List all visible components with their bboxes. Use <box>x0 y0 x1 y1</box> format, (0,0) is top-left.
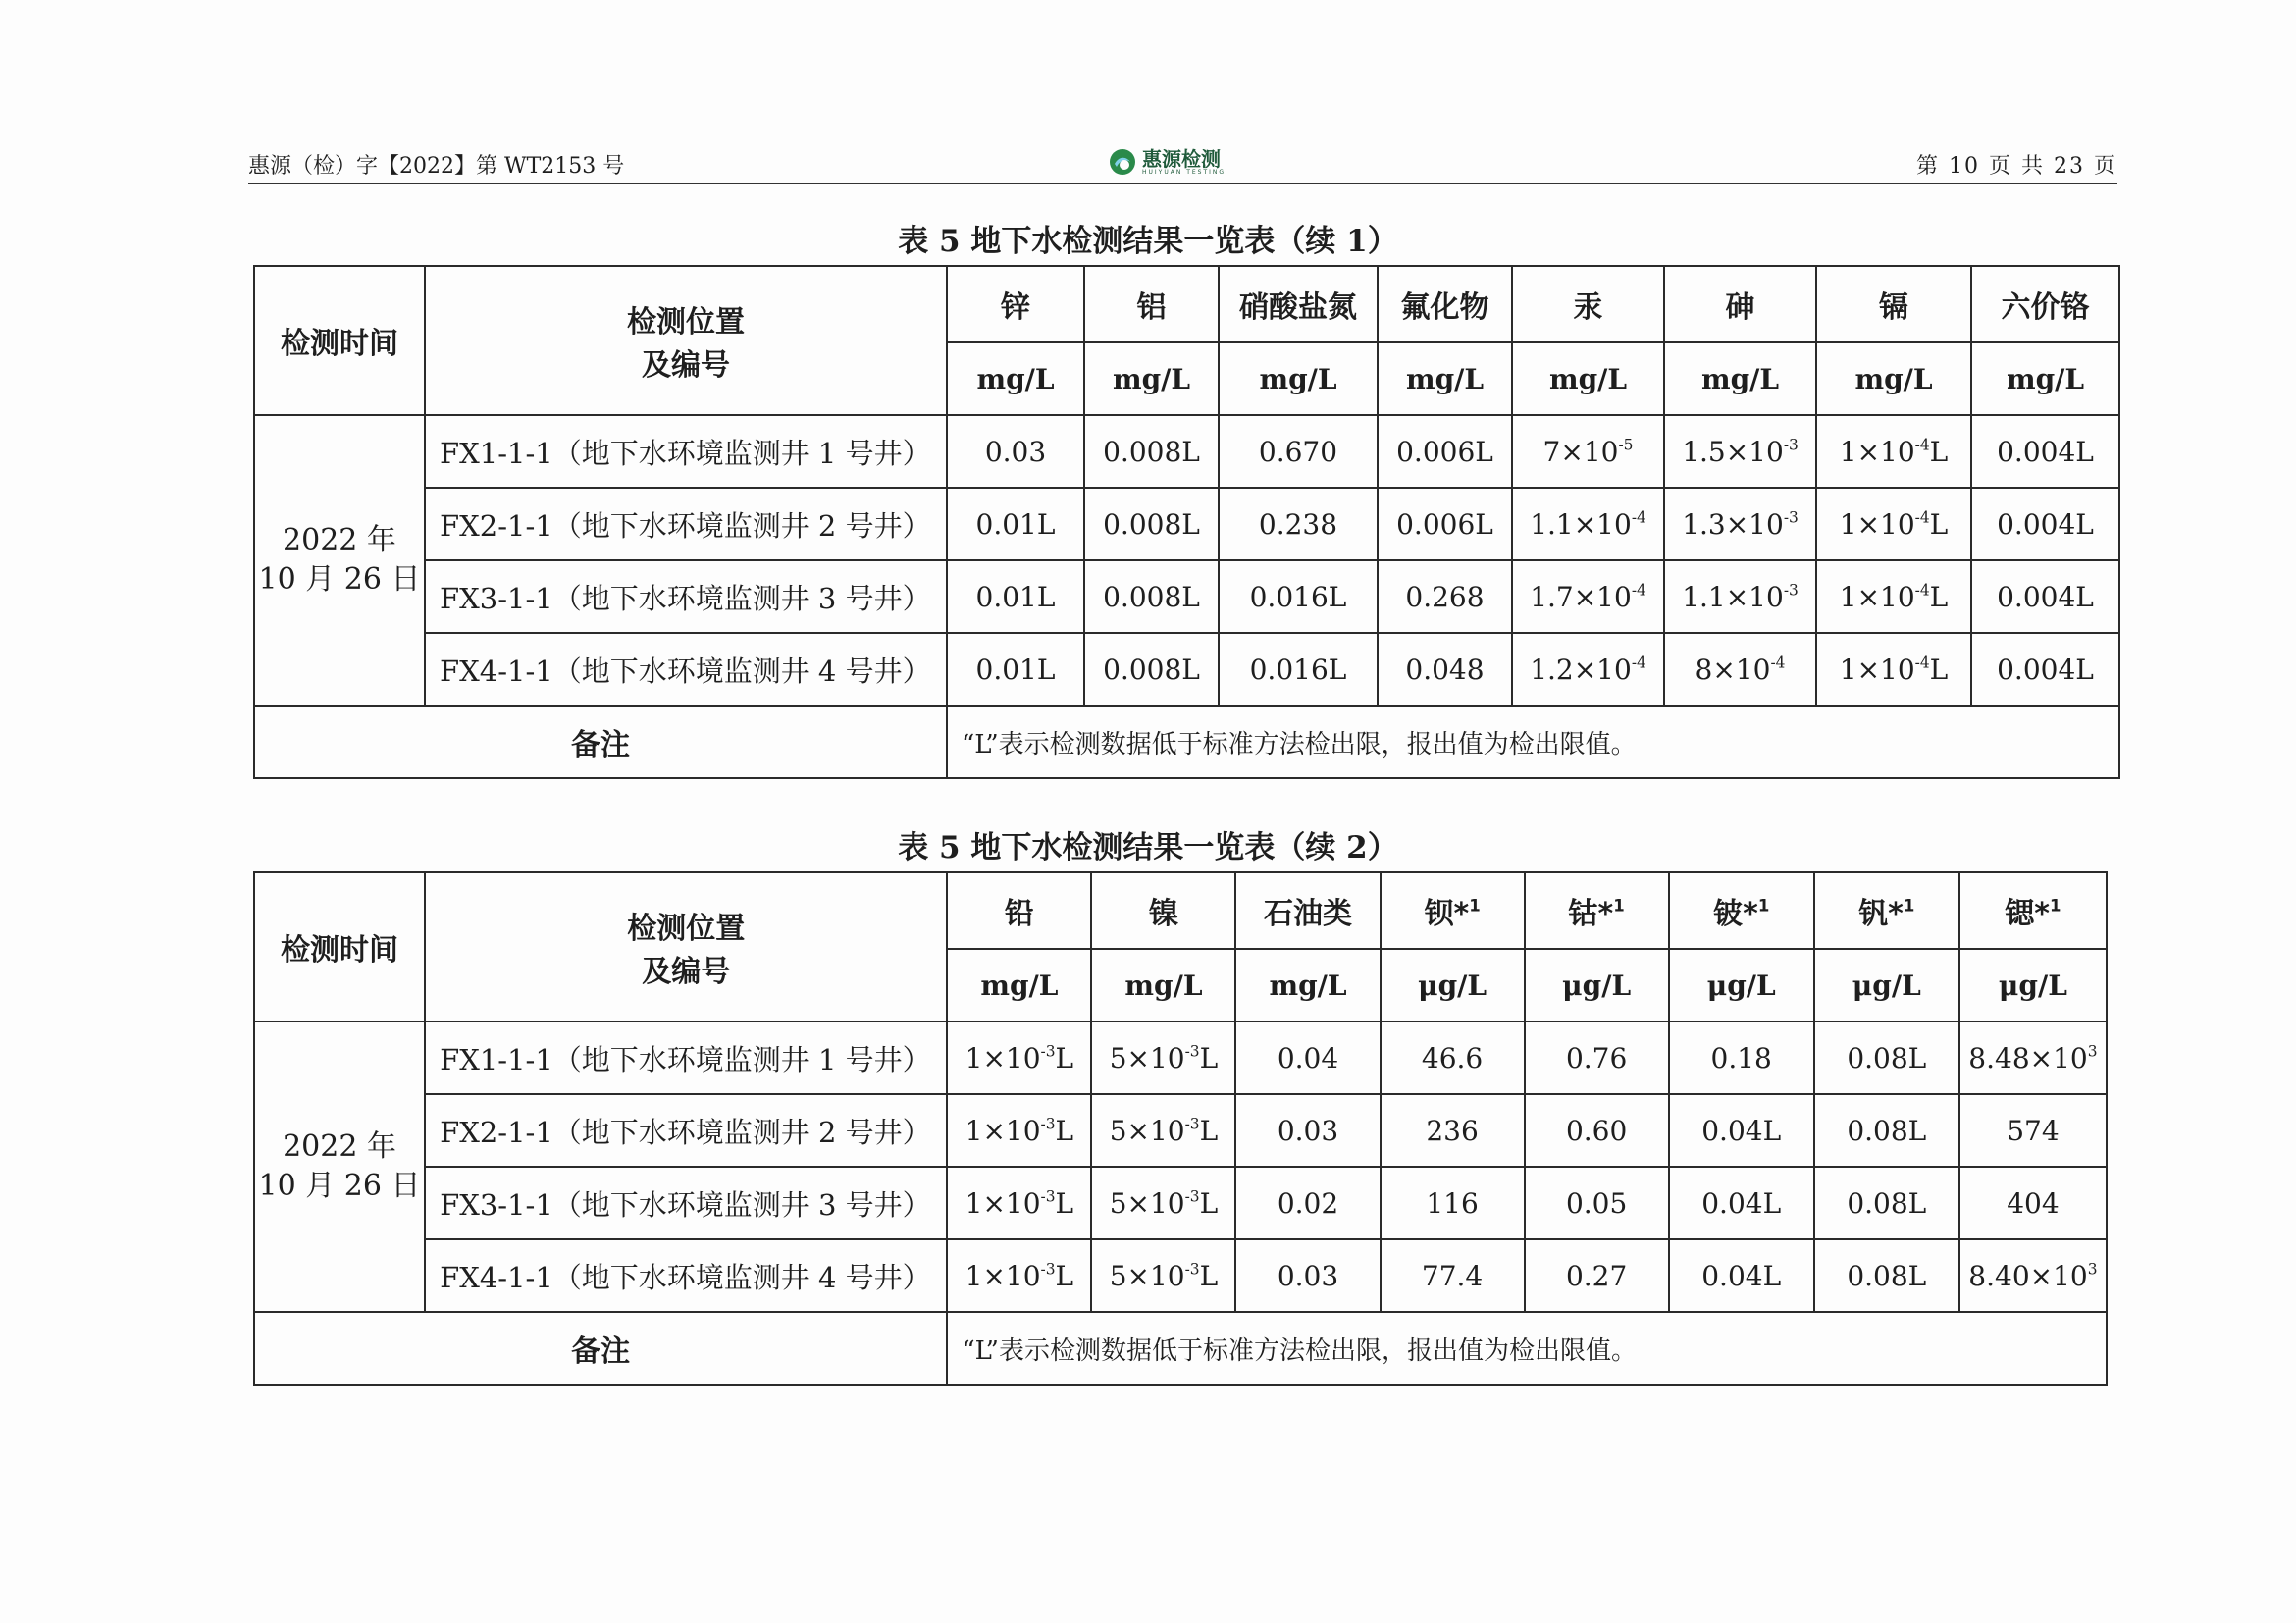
unit-cell: μg/L <box>1814 949 1959 1021</box>
location-cell: FX1-1-1（地下水环境监测井 1 号井） <box>425 415 947 488</box>
param-header: 钒*$^1$ <box>1814 872 1959 949</box>
value-cell: 0.008L <box>1084 488 1219 560</box>
unit-cell: μg/L <box>1959 949 2107 1021</box>
remark-row <box>254 1312 2107 1385</box>
location-cell: FX2-1-1（地下水环境监测井 2 号井） <box>425 488 947 560</box>
date-year: 2022 年 <box>283 523 396 557</box>
unit-cell: μg/L <box>1525 949 1669 1021</box>
date-cell <box>254 415 425 706</box>
value-cell: 0.01L <box>947 488 1084 560</box>
value-cell: $1.1\times 10^{-3}$ <box>1664 560 1816 633</box>
value-cell: 0.01L <box>947 633 1084 706</box>
location-cell: FX4-1-1（地下水环境监测井 4 号井） <box>425 1239 947 1312</box>
value-cell: $1\times 10^{-3}L$ <box>947 1094 1091 1167</box>
unit-cell: mg/L <box>947 342 1084 415</box>
value-cell: 0.02 <box>1235 1167 1380 1239</box>
table-title: 表 5 地下水检测结果一览表（续 2） <box>898 830 1398 865</box>
col-header-time: 检测时间 <box>254 872 425 1021</box>
remark-text: “L”表示检测数据低于标准方法检出限，报出值为检出限值。 <box>947 1312 2107 1385</box>
value-cell: 0.006L <box>1378 488 1512 560</box>
value-cell: 0.03 <box>947 415 1084 488</box>
location-cell: FX3-1-1（地下水环境监测井 3 号井） <box>425 560 947 633</box>
value-cell: $1\times 10^{-4}L$ <box>1816 560 1971 633</box>
table-row <box>254 1239 2107 1312</box>
value-cell: 236 <box>1381 1094 1525 1167</box>
param-header: 镍 <box>1091 872 1235 949</box>
value-cell: $8\times 10^{-4}$ <box>1664 633 1816 706</box>
value-cell: 0.05 <box>1525 1167 1669 1239</box>
value-cell: 0.60 <box>1525 1094 1669 1167</box>
value-cell: 0.08L <box>1814 1167 1959 1239</box>
unit-cell: μg/L <box>1669 949 1814 1021</box>
value-cell: 0.008L <box>1084 633 1219 706</box>
unit-cell: mg/L <box>1664 342 1816 415</box>
value-cell: $1\times 10^{-4}L$ <box>1816 633 1971 706</box>
value-cell: $7\times 10^{-5}$ <box>1512 415 1664 488</box>
col-header-location-line1: 检测位置 <box>627 305 745 340</box>
unit-cell: mg/L <box>1512 342 1664 415</box>
value-cell: 404 <box>1959 1167 2107 1239</box>
value-cell: 0.08L <box>1814 1239 1959 1312</box>
col-header-location-line1: 检测位置 <box>627 912 746 946</box>
table-row <box>254 633 2119 706</box>
value-cell: 0.03 <box>1235 1094 1380 1167</box>
page-header <box>248 141 2117 184</box>
value-cell: $5\times 10^{-3}L$ <box>1091 1021 1235 1094</box>
param-header: 锶*$^1$ <box>1959 872 2107 949</box>
param-header: 钡*$^1$ <box>1381 872 1525 949</box>
col-header-location <box>425 872 947 1021</box>
date-cell <box>254 1021 425 1312</box>
value-cell: $1\times 10^{-4}L$ <box>1816 488 1971 560</box>
page-number: 第 10 页 共 23 页 <box>1916 154 2117 179</box>
unit-cell: mg/L <box>1235 949 1380 1021</box>
remark-label: 备注 <box>254 706 947 778</box>
date-day: 10 月 26 日 <box>258 562 421 597</box>
remark-text: “L”表示检测数据低于标准方法检出限，报出值为检出限值。 <box>947 706 2119 778</box>
value-cell: 0.004L <box>1971 560 2119 633</box>
table-row <box>254 415 2119 488</box>
value-cell: 0.04 <box>1235 1021 1380 1094</box>
date-day: 10 月 26 日 <box>258 1169 421 1203</box>
value-cell: $5\times 10^{-3}L$ <box>1091 1167 1235 1239</box>
value-cell: $8.40\times 10^3$ <box>1959 1239 2107 1312</box>
document-number: 惠源（检）字【2022】第 WT2153 号 <box>248 154 625 179</box>
param-header: 石油类 <box>1235 872 1380 949</box>
value-cell: 0.01L <box>947 560 1084 633</box>
value-cell: 0.004L <box>1971 415 2119 488</box>
value-cell: 0.008L <box>1084 560 1219 633</box>
value-cell: 77.4 <box>1381 1239 1525 1312</box>
value-cell: 116 <box>1381 1167 1525 1239</box>
value-cell: 0.04L <box>1669 1239 1814 1312</box>
param-header: 铝 <box>1084 266 1219 342</box>
param-header: 氟化物 <box>1378 266 1512 342</box>
value-cell: $1.2\times 10^{-4}$ <box>1512 633 1664 706</box>
unit-cell: mg/L <box>947 949 1091 1021</box>
value-cell: 0.268 <box>1378 560 1512 633</box>
value-cell: 0.08L <box>1814 1021 1959 1094</box>
value-cell: 0.03 <box>1235 1239 1380 1312</box>
unit-cell: mg/L <box>1971 342 2119 415</box>
value-cell: 0.04L <box>1669 1167 1814 1239</box>
location-cell: FX3-1-1（地下水环境监测井 3 号井） <box>425 1167 947 1239</box>
value-cell: $1.1\times 10^{-4}$ <box>1512 488 1664 560</box>
value-cell: 0.048 <box>1378 633 1512 706</box>
col-header-location <box>425 266 947 415</box>
logo-subtext: HUIYUAN TESTING <box>1142 168 1226 176</box>
table-row <box>254 1167 2107 1239</box>
location-cell: FX4-1-1（地下水环境监测井 4 号井） <box>425 633 947 706</box>
location-cell: FX1-1-1（地下水环境监测井 1 号井） <box>425 1021 947 1094</box>
value-cell: $1\times 10^{-3}L$ <box>947 1167 1091 1239</box>
results-table-2 <box>253 871 2108 1386</box>
param-header: 砷 <box>1664 266 1816 342</box>
value-cell: $1.3\times 10^{-3}$ <box>1664 488 1816 560</box>
table-row <box>254 1094 2107 1167</box>
value-cell: $5\times 10^{-3}L$ <box>1091 1239 1235 1312</box>
remark-row <box>254 706 2119 778</box>
param-header: 硝酸盐氮 <box>1219 266 1378 342</box>
table-row <box>254 488 2119 560</box>
col-header-time: 检测时间 <box>254 266 425 415</box>
col-header-location-line2: 及编号 <box>642 955 731 989</box>
value-cell: $1\times 10^{-4}L$ <box>1816 415 1971 488</box>
value-cell: 0.238 <box>1219 488 1378 560</box>
value-cell: 0.008L <box>1084 415 1219 488</box>
company-logo <box>1109 147 1226 177</box>
table-row <box>254 1021 2107 1094</box>
value-cell: 0.016L <box>1219 560 1378 633</box>
value-cell: 574 <box>1959 1094 2107 1167</box>
value-cell: 0.006L <box>1378 415 1512 488</box>
date-year: 2022 年 <box>283 1129 396 1164</box>
unit-cell: μg/L <box>1381 949 1525 1021</box>
value-cell: 0.004L <box>1971 488 2119 560</box>
value-cell: $5\times 10^{-3}L$ <box>1091 1094 1235 1167</box>
value-cell: 0.76 <box>1525 1021 1669 1094</box>
value-cell: 0.18 <box>1669 1021 1814 1094</box>
logo-text: 惠源检测 <box>1142 146 1221 171</box>
table-row <box>254 560 2119 633</box>
table-title: 表 5 地下水检测结果一览表（续 1） <box>898 224 1398 259</box>
value-cell: 0.27 <box>1525 1239 1669 1312</box>
value-cell: 0.670 <box>1219 415 1378 488</box>
value-cell: 0.08L <box>1814 1094 1959 1167</box>
value-cell: $8.48\times 10^3$ <box>1959 1021 2107 1094</box>
param-header: 镉 <box>1816 266 1971 342</box>
results-table-1 <box>253 265 2120 779</box>
unit-cell: mg/L <box>1084 342 1219 415</box>
param-header: 钴*$^1$ <box>1525 872 1669 949</box>
col-header-location-line2: 及编号 <box>642 348 730 383</box>
value-cell: 0.016L <box>1219 633 1378 706</box>
param-header: 铅 <box>947 872 1091 949</box>
remark-label: 备注 <box>254 1312 947 1385</box>
value-cell: 46.6 <box>1381 1021 1525 1094</box>
value-cell: $1.5\times 10^{-3}$ <box>1664 415 1816 488</box>
unit-cell: mg/L <box>1378 342 1512 415</box>
value-cell: 0.04L <box>1669 1094 1814 1167</box>
unit-cell: mg/L <box>1091 949 1235 1021</box>
param-header: 汞 <box>1512 266 1664 342</box>
unit-cell: mg/L <box>1219 342 1378 415</box>
param-header: 六价铬 <box>1971 266 2119 342</box>
location-cell: FX2-1-1（地下水环境监测井 2 号井） <box>425 1094 947 1167</box>
param-header: 锌 <box>947 266 1084 342</box>
logo-icon <box>1109 148 1136 176</box>
value-cell: $1\times 10^{-3}L$ <box>947 1021 1091 1094</box>
value-cell: 0.004L <box>1971 633 2119 706</box>
value-cell: $1.7\times 10^{-4}$ <box>1512 560 1664 633</box>
unit-cell: mg/L <box>1816 342 1971 415</box>
value-cell: $1\times 10^{-3}L$ <box>947 1239 1091 1312</box>
param-header: 铍*$^1$ <box>1669 872 1814 949</box>
